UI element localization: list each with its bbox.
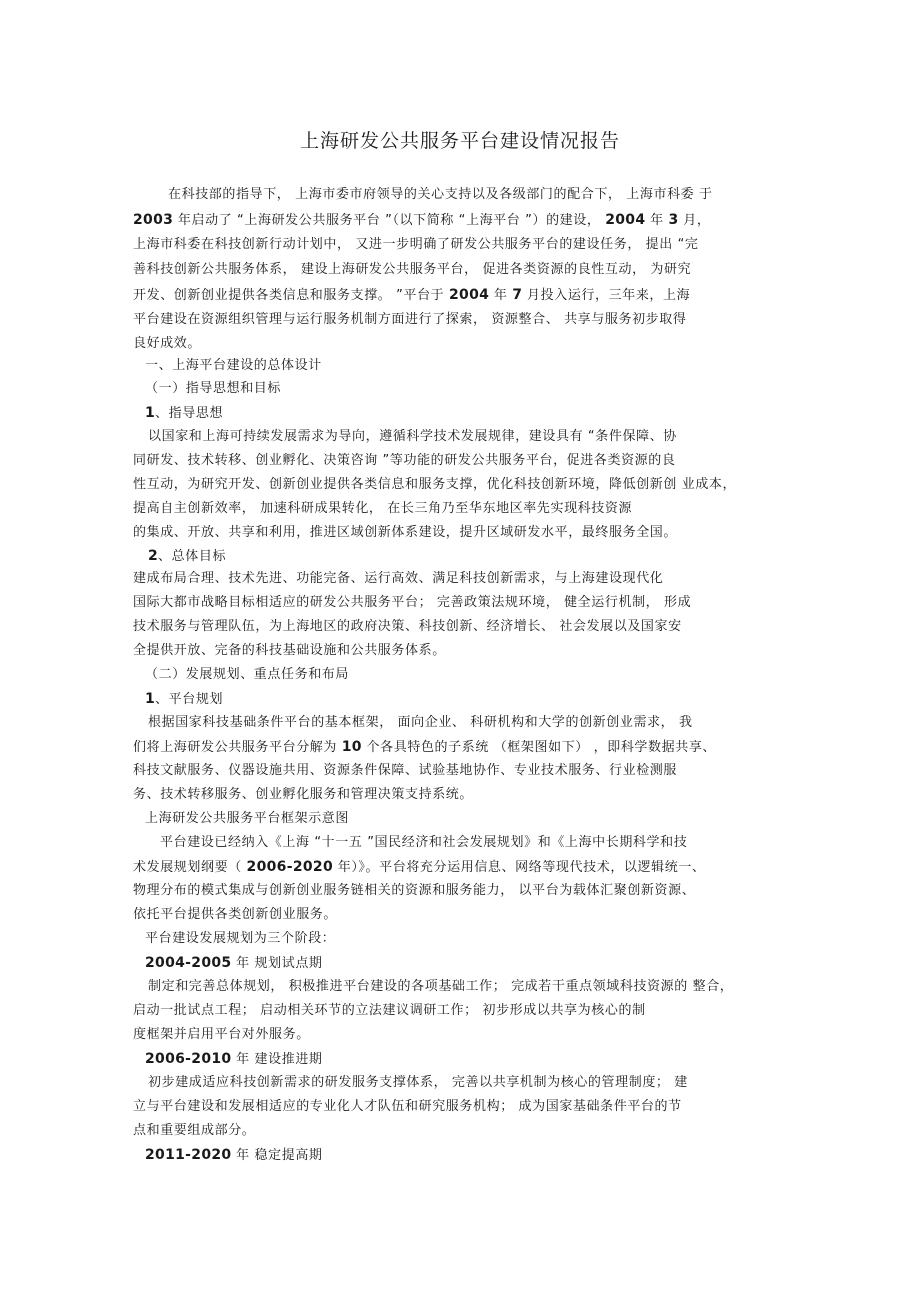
paragraph-line: 们将上海研发公共服务平台分解为 10 个各具特色的子系统 （框架图如下） ，即科学数据共享、 xyxy=(133,739,717,755)
paragraph-line: 度框架并启用平台对外服务。 xyxy=(133,1027,310,1042)
phase-heading: 2004-2005 年 规划试点期 xyxy=(145,955,323,971)
subsection-heading: （二）发展规划、重点任务和布局 xyxy=(145,667,350,682)
paragraph-line: 点和重要组成部分。 xyxy=(133,1123,256,1138)
phase-heading: 2006-2010 年 建设推进期 xyxy=(145,1051,323,1067)
paragraph-line: 依托平台提供各类创新创业服务。 xyxy=(133,907,338,922)
document-title: 上海研发公共服务平台建设情况报告 xyxy=(299,130,620,152)
paragraph-line: 良好成效。 xyxy=(133,336,202,351)
paragraph-line: 上海市科委在科技创新行动计划中， 又进一步明确了研发公共服务平台的建设任务， 提出 “完 xyxy=(133,237,699,252)
paragraph-line: 2003 年启动了 “上海研发公共服务平台 ”（以下简称 “上海平台 ”）的建设， 2004 年 3 月， xyxy=(133,212,711,228)
figure-caption: 上海研发公共服务平台框架示意图 xyxy=(145,811,350,826)
paragraph-line: 物理分布的模式集成与创新创业服务链相关的资源和服务能力， 以平台为载体汇聚创新资源、 xyxy=(133,883,696,898)
paragraph-line: 国际大都市战略目标相适应的研发公共服务平台； 完善政策法规环境， 健全运行机制， 形成 xyxy=(133,595,692,610)
subsection-heading: （一）指导思想和目标 xyxy=(145,381,282,396)
phase-heading: 2011-2020 年 稳定提高期 xyxy=(145,1147,323,1163)
paragraph-line: 平台建设已经纳入《上海 “十一五 ”国民经济和社会发展规划》和《上海中长期科学和技 xyxy=(160,835,688,850)
paragraph-line: 建成布局合理、技术先进、功能完备、运行高效、满足科技创新需求，与上海建设现代化 xyxy=(133,571,664,586)
paragraph-line: 开发、创新创业提供各类信息和服务支撑。 ”平台于 2004 年 7 月投入运行，三年来，上海 xyxy=(133,287,691,303)
paragraph-line: 启动一批试点工程； 启动相关环节的立法建议调研工作； 初步形成以共享为核心的制 xyxy=(133,1003,646,1018)
paragraph-line: 根据国家科技基础条件平台的基本框架， 面向企业、 科研机构和大学的创新创业需求， 我 xyxy=(148,715,693,730)
paragraph-line: 初步建成适应科技创新需求的研发服务支撑体系， 完善以共享机制为核心的管理制度； 建 xyxy=(148,1075,688,1090)
section-heading: 一、上海平台建设的总体设计 xyxy=(145,358,322,373)
item-heading: 2、总体目标 xyxy=(148,548,227,564)
paragraph-line: 技术服务与管理队伍，为上海地区的政府决策、科技创新、经济增长、 社会发展以及国家安 xyxy=(133,619,682,634)
paragraph-line: 在科技部的指导下， 上海市委市府领导的关心支持以及各级部门的配合下， 上海市科委 于 xyxy=(168,187,713,202)
paragraph-line: 全提供开放、完备的科技基础设施和公共服务体系。 xyxy=(133,643,446,658)
paragraph-line: 提高自主创新效率， 加速科研成果转化， 在长三角乃至华东地区率先实现科技资源 xyxy=(133,501,633,516)
paragraph-line: 制定和完善总体规划， 积极推进平台建设的各项基础工作； 完成若干重点领域科技资源的 整合， xyxy=(148,979,734,994)
paragraph-line: 科技文献服务、仪器设施共用、资源条件保障、试验基地协作、专业技术服务、行业检测服 xyxy=(133,763,678,778)
paragraph-line: 的集成、开放、共享和利用，推进区域创新体系建设，提升区域研发水平，最终服务全国。 xyxy=(133,525,678,540)
item-heading: 1、指导思想 xyxy=(145,405,224,421)
paragraph-line: 平台建设在资源组织管理与运行服务机制方面进行了探索， 资源整合、 共享与服务初步取得 xyxy=(133,312,687,327)
paragraph-line: 立与平台建设和发展相适应的专业化人才队伍和研究服务机构； 成为国家基础条件平台的节 xyxy=(133,1099,682,1114)
item-heading: 1、平台规划 xyxy=(145,691,224,707)
paragraph-line: 术发展规划纲要（ 2006-2020 年）》。平台将充分运用信息、网络等现代技术，以逻辑统一、 xyxy=(133,859,706,875)
paragraph-line: 善科技创新公共服务体系， 建设上海研发公共服务平台， 促进各类资源的良性互动， 为研究 xyxy=(133,262,692,277)
paragraph-line: 平台建设发展规划为三个阶段： xyxy=(145,931,336,946)
paragraph-line: 以国家和上海可持续发展需求为导向，遵循科学技术发展规律，建设具有 “条件保障、协 xyxy=(148,429,677,444)
paragraph-line: 性互动，为研究开发、创新创业提供各类信息和服务支撑，优化科技创新环境，降低创新创 业成本， xyxy=(133,477,737,492)
paragraph-line: 同研发、技术转移、创业孵化、决策咨询 ”等功能的研发公共服务平台，促进各类资源的良 xyxy=(133,453,676,468)
paragraph-line: 务、技术转移服务、创业孵化服务和管理决策支持系统。 xyxy=(133,787,474,802)
